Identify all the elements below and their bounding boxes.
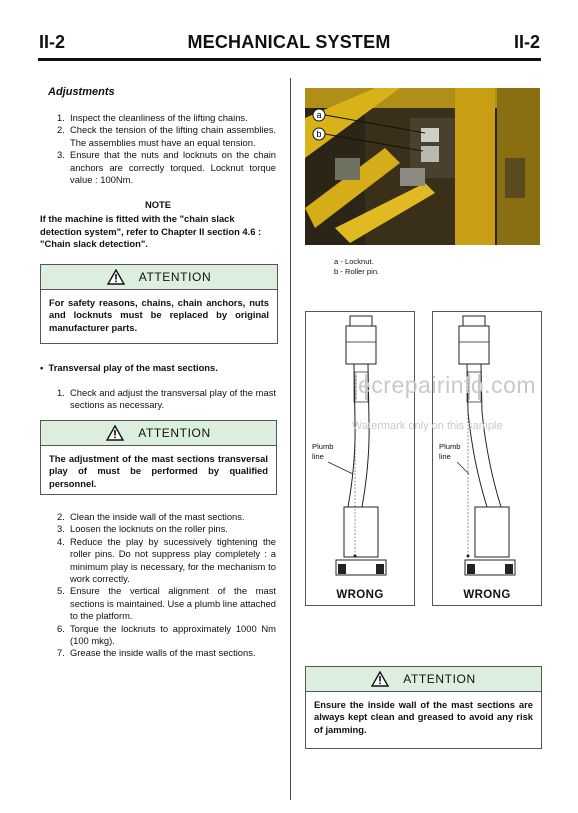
play-adjust-steps [40,511,276,660]
attention-text: Ensure the inside wall of the mast sections are always kept clean and greased to avoid any risk of jamming. [314,699,533,735]
play-step: 3. Loosen the locknuts on the roller pins. [57,523,228,535]
adjustment-step: 1. Inspect the cleanliness of the lifting chains. [57,112,248,123]
attention-label: ATTENTION [138,426,211,440]
wrong-label-right: WRONG [463,589,511,601]
photo-legend [334,257,379,277]
adjustment-step: 2. Check the tension of the lifting chain assemblies. The assemblies must have an equal tension. [57,124,276,148]
attention-label: ATTENTION [138,270,212,284]
play-step: 5. Ensure the vertical alignment of the mast sections is maintained. Use a plumb line attached to the platform. [57,585,276,622]
play-step: 2. Clean the inside wall of the mast sections. [57,511,245,522]
adjustment-step: 3. Ensure that the nuts and locknuts on the chain anchors are correctly torqued. Locknut torque value : 100Nm. [57,149,276,186]
callout-a: a [316,110,322,120]
warning-icon [106,425,124,441]
bullet-transversal: • Transversal play of the mast sections. [40,362,218,373]
adjustments-steps [40,112,276,186]
legend-locknut: a - Locknut. [334,257,374,266]
warning-icon [371,671,389,687]
attention-header [41,421,276,446]
attention-box-chains [40,264,278,344]
attention-text: The adjustment of the mast sections transversal play of must be performed by qualified personnel. [49,453,268,489]
play-step: 4. Reduce the play by sucessively tightening the roller pins. Do not suppress play completely : a minimum play is necessary, for the mechanism to work correctly. [57,535,276,585]
warning-icon [107,269,125,285]
transversal-step: 1. Check and adjust the transversal play of the mast sections as necessary. [57,387,276,411]
roller-pin-photo [305,88,540,245]
attention-header [306,667,541,692]
page-number-left: II-2 [39,32,66,52]
attention-label: ATTENTION [403,672,476,686]
attention-text: For safety reasons, chains, chain anchors, nuts and locknuts must be replaced by original manufacturer parts. [49,297,269,333]
page-title: MECHANICAL SYSTEM [187,32,391,52]
mast-figure-left: Plumb line WRONG [305,311,415,606]
play-step: 7. Grease the inside walls of the mast sections. [57,647,256,659]
note-title: NOTE [144,199,172,210]
page-number-right: II-2 [513,32,540,52]
transversal-heading: Transversal play of the mast sections. [48,362,218,373]
attention-header [41,265,277,290]
watermark-note: Watermark only on this sample [352,420,503,432]
attention-box-grease [305,666,542,749]
attention-box-qualified [40,420,277,495]
watermark-site: ecrepairinfo.com [358,372,537,398]
note-block [40,199,276,251]
transversal-step-1 [40,387,276,412]
legend-roller-pin: b - Roller pin. [334,267,380,276]
play-step: 6. Torque the locknuts to approximately 1000 Nm (100 mkg). [57,622,276,647]
page-header [0,30,578,60]
plumb-line-label: Plumb [439,442,461,451]
wrong-label-left: WRONG [336,589,384,601]
note-text: If the machine is fitted with the "chain slack detection system", refer to Chapter II section 4.6 : "Chain slack detection". [40,213,262,250]
callout-b: b [316,129,322,139]
column-divider [290,78,291,800]
plumb-line-label: Plumb [312,442,334,451]
mast-figure-right: Plumb line WRONG [432,311,542,606]
adjustments-heading: Adjustments [48,86,115,98]
header-rule [38,58,541,61]
